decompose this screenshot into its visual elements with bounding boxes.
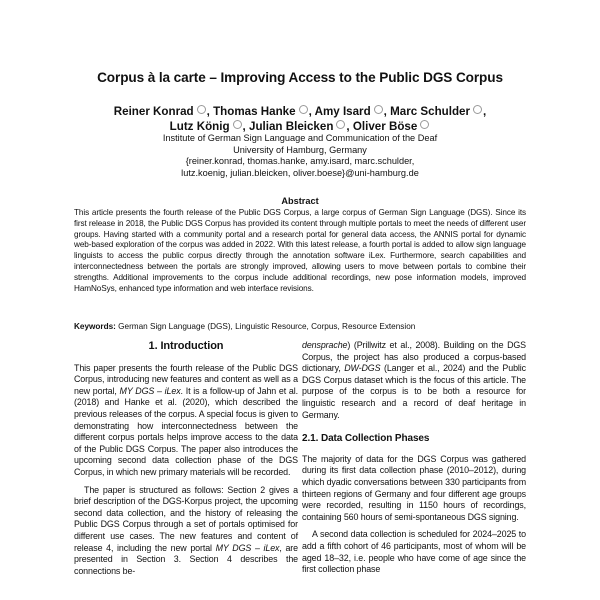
author-line-2 (40, 119, 560, 134)
author-name: Lutz König (169, 120, 230, 133)
right-paragraph-0 (302, 340, 526, 421)
institute: Institute of German Sign Language and Communication of the Deaf (162, 133, 438, 143)
left-column (74, 338, 298, 583)
university: University of Hamburg, Germany (233, 144, 367, 155)
author-name: Oliver Böse (352, 120, 418, 133)
author-list (40, 104, 560, 134)
author-separator: , (383, 105, 391, 118)
author-separator: , (242, 120, 249, 133)
right-p0-text-a: ) (Prillwitz et al., 2008). Building on the DGS Corpus, the project has also produced a corpus-based dictionary, (302, 340, 526, 374)
intro-p2-text-a: The paper is structured as follows: Section 2 gives a brief description of the DGS-Korpus project, the upcoming second data collection, and the history of releasing the Public DGS Corpus through a set of portals optimised for different use cases. The new features and content of release 4, including the new portal (74, 484, 298, 553)
portal-name-italic: MY DGS – iLex (119, 385, 181, 396)
author (170, 120, 249, 133)
author (390, 105, 486, 118)
right-column (302, 340, 526, 582)
orcid-icon[interactable] (233, 120, 242, 129)
intro-paragraph-1 (74, 363, 298, 479)
orcid-icon[interactable] (336, 120, 345, 129)
author-separator: , (346, 120, 353, 133)
keywords-text: German Sign Language (DGS), Linguistic Resource, Corpus, Resource Extension (118, 322, 416, 331)
abstract-text: This article presents the fourth release of the Public DGS Corpus, a large corpus of German Sign Language (DGS). Since its first release in 2018, the Public DGS Corpus has provided its content through multiple portals to meet the needs of different user groups. Having started with a community portal and a research portal for general data access, the ANNIS portal for dynamic web-based exploration of the corpus was added in 2022. With this latest release, a fourth portal is added to allow sign language linguists to access the public corpus directly through the annotation software iLex. Furthermore, search capabilities and interconnectedness between the portals are strongly improved, allowing users to move between portals to combine their strengths. Additional improvements to the corpus include additional recordings, new pose information models, improved HamNoSys, enhanced type information and web interface revisions. (74, 208, 526, 293)
author-name: Amy Isard (314, 105, 371, 118)
orcid-icon[interactable] (420, 120, 429, 129)
author-separator: , (308, 105, 315, 118)
keywords-label: Keywords: (74, 322, 116, 331)
author-separator: , (483, 105, 487, 118)
subsection-heading-data-collection: 2.1. Data Collection Phases (302, 433, 430, 445)
author-separator: , (206, 105, 214, 118)
orcid-icon[interactable] (299, 105, 308, 114)
paper-title: Corpus à la carte – Improving Access to the Public DGS Corpus (97, 70, 503, 85)
author-name: Marc Schulder (390, 105, 471, 118)
author (249, 120, 353, 133)
email-list: {reiner.konrad, thomas.hanke, amy.isard, marc.schulder, (185, 156, 415, 167)
author-name: Thomas Hanke (213, 105, 296, 118)
author (315, 105, 391, 118)
author-name: Julian Bleicken (249, 120, 334, 133)
dictionary-name-italic: DW-DGS (344, 363, 381, 374)
intro-p2-text-b: , are presented in Section 3. Section 4 describes the connections be- (74, 542, 298, 576)
author-name: Reiner Konrad (113, 105, 194, 118)
orcid-icon[interactable] (374, 105, 383, 114)
email-list-continued: lutz.koenig, julian.bleicken, oliver.boese}@uni-hamburg.de (181, 168, 419, 179)
intro-paragraph-2 (74, 485, 298, 578)
intro-p1-text-a: This paper presents the fourth release of the Public DGS Corpus, introducing new features and content as well as a new portal, (74, 362, 298, 396)
italic-fragment: densprache (302, 340, 348, 350)
data-collection-paragraph-2: A second data collection is scheduled for 2024–2025 to add a fifth cohort of 46 participants, most of whom will be aged 18–32, i.e. people who have come of age since the first collection phase (302, 529, 526, 575)
portal-name-italic-2: MY DGS – iLex (215, 542, 280, 553)
abstract-heading: Abstract (281, 196, 319, 206)
orcid-icon[interactable] (197, 105, 206, 114)
intro-p1-text-b: . It is a follow-up of Jahn et al. (2018) and Hanke et al. (2020), which described the previous releases of the corpus. A special focus is given to demonstrating how interconnectedness between the different corpus portals helps improve access to the data of the Public DGS Corpus. The paper also introduces the upcoming second data collection phase of the DGS Corpus, in which new primary materials will be recorded. (74, 385, 298, 477)
right-p0-text-b: (Langer et al., 2024) and the Public DGS Corpus dataset which is the focus of this article. The purpose of the corpus is to be both a resource for linguistic research and a record of deaf heritage in Germany. (302, 363, 526, 420)
keywords (74, 322, 526, 332)
orcid-icon[interactable] (473, 105, 482, 114)
author (213, 105, 315, 118)
author (353, 120, 430, 133)
author (114, 105, 213, 118)
data-collection-paragraph-1: The majority of data for the DGS Corpus was gathered during its first data collection phase (2010–2012), during which dyadic conversations between 330 participants from thirteen regions of Germany and four different age groups were recorded, resulting in 1150 hours of recordings, containing 560 hours of semi-spontaneous DGS signing. (302, 453, 526, 522)
affiliation (40, 133, 560, 180)
author-line-1 (40, 104, 560, 119)
section-heading-introduction: 1. Introduction (148, 340, 224, 352)
